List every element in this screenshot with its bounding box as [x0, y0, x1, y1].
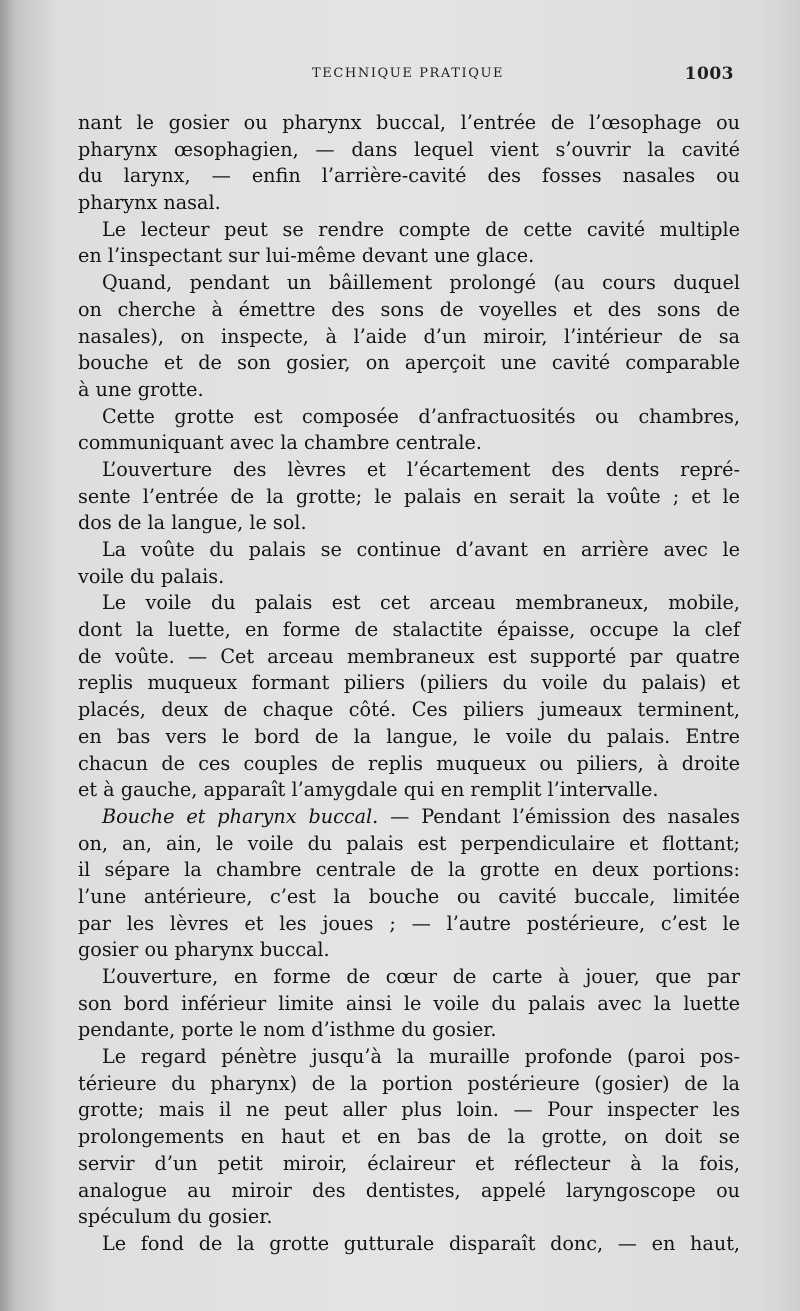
line-text: il sépare la chambre centrale de la grotte en deux portions:	[78, 858, 740, 882]
line-text: replis muqueux formant piliers (piliers du voile du palais) et	[78, 671, 740, 695]
text-line	[78, 350, 740, 377]
text-line	[78, 217, 740, 244]
line-text: pharynx nasal.	[78, 191, 221, 215]
line-text: prolongements en haut et en bas de la grotte, on doit se	[78, 1125, 740, 1149]
text-line	[78, 724, 740, 751]
text-line	[78, 190, 740, 217]
line-text: Quand, pendant un bâillement prolongé (au cours duquel	[102, 271, 740, 295]
line-text: Cette grotte est composée d’anfractuosités ou chambres,	[102, 404, 740, 428]
line-text: on, an, ain, le voile du palais est perpendiculaire et flottant;	[78, 831, 740, 855]
line-text: chacun de ces couples de replis muqueux ou piliers, à droite	[78, 751, 740, 775]
text-line	[78, 1044, 740, 1071]
line-text: nasales), on inspecte, à l’aide d’un miroir, l’intérieur de sa	[78, 324, 740, 348]
line-text: Le regard pénètre jusqu’à la muraille profonde (paroi pos-	[102, 1045, 740, 1069]
text-line	[78, 510, 740, 537]
text-line	[78, 270, 740, 297]
text-line	[78, 457, 740, 484]
italic-run: Bouche et pharynx buccal.	[102, 804, 379, 828]
text-line	[78, 1178, 740, 1205]
line-text: on cherche à émettre des sons de voyelles et des sons de	[78, 297, 740, 321]
line-text: pendante, porte le nom d’isthme du gosier.	[78, 1018, 497, 1042]
line-text: servir d’un petit miroir, éclaireur et réflecteur à la fois,	[78, 1151, 740, 1175]
text-line	[78, 377, 740, 404]
line-text: Le lecteur peut se rendre compte de cette cavité multiple	[102, 217, 740, 241]
text-line	[78, 243, 740, 270]
text-line	[78, 884, 740, 911]
line-text: voile du palais.	[78, 564, 225, 588]
line-text: de voûte. — Cet arceau membraneux est supporté par quatre	[78, 644, 740, 668]
line-text: son bord inférieur limite ainsi le voile du palais avec la luette	[78, 991, 740, 1015]
text-line	[78, 1204, 740, 1231]
text-line	[78, 430, 740, 457]
text-line	[78, 484, 740, 511]
text-line	[78, 110, 740, 137]
text-line	[78, 937, 740, 964]
line-text: Le voile du palais est cet arceau membraneux, mobile,	[102, 591, 740, 615]
line-text: placés, deux de chaque côté. Ces piliers jumeaux terminent,	[78, 698, 740, 722]
body-text	[78, 110, 740, 1258]
text-line	[78, 297, 740, 324]
line-text: analogue au miroir des dentistes, appelé laryngoscope ou	[78, 1178, 740, 1202]
text-line	[78, 1231, 740, 1258]
text-line	[78, 1124, 740, 1151]
text-line	[78, 1017, 740, 1044]
page-number: 1003	[684, 64, 734, 84]
line-text: pharynx œsophagien, — dans lequel vient s’ouvrir la cavité	[78, 137, 740, 161]
line-text: Le fond de la grotte gutturale disparaît donc, — en haut,	[102, 1231, 740, 1255]
line-text: nant le gosier ou pharynx buccal, l’entrée de l’œsophage ou	[78, 111, 740, 134]
text-line	[78, 777, 740, 804]
line-text: dont la luette, en forme de stalactite épaisse, occupe la clef	[78, 618, 740, 642]
text-line	[78, 537, 740, 564]
line-text: et à gauche, apparaît l’amygdale qui en remplit l’intervalle.	[78, 778, 659, 802]
line-text: — Pendant l’émission des nasales	[378, 804, 740, 828]
line-text: en l’inspectant sur lui-même devant une glace.	[78, 244, 535, 268]
text-line	[78, 617, 740, 644]
page-header	[78, 62, 738, 88]
line-text: du larynx, — enfin l’arrière-cavité des fosses nasales ou	[78, 164, 740, 188]
text-line	[78, 911, 740, 938]
text-line	[78, 590, 740, 617]
line-text: en bas vers le bord de la langue, le voile du palais. Entre	[78, 724, 740, 748]
text-line	[78, 1151, 740, 1178]
text-line	[78, 751, 740, 778]
text-line	[78, 564, 740, 591]
line-text: l’une antérieure, c’est la bouche ou cavité buccale, limitée	[78, 884, 740, 908]
line-text: térieure du pharynx) de la portion postérieure (gosier) de la	[78, 1071, 740, 1095]
text-line	[78, 644, 740, 671]
text-line	[78, 670, 740, 697]
line-text: communiquant avec la chambre centrale.	[78, 431, 482, 455]
text-line	[78, 137, 740, 164]
line-text: gosier ou pharynx buccal.	[78, 938, 330, 962]
line-text: sente l’entrée de la grotte; le palais en serait la voûte ; et le	[78, 484, 740, 508]
line-text: La voûte du palais se continue d’avant en arrière avec le	[102, 538, 740, 561]
line-text: par les lèvres et les joues ; — l’autre postérieure, c’est le	[78, 911, 740, 935]
line-text: dos de la langue, le sol.	[78, 511, 307, 535]
text-line	[78, 857, 740, 884]
line-text: grotte; mais il ne peut aller plus loin. — Pour inspecter les	[78, 1098, 740, 1122]
text-line	[78, 404, 740, 431]
text-line	[78, 163, 740, 190]
text-line	[78, 324, 740, 351]
line-text: spéculum du gosier.	[78, 1205, 273, 1229]
line-text: L’ouverture, en forme de cœur de carte à jouer, que par	[102, 965, 740, 988]
text-line	[78, 1097, 740, 1124]
running-title: TECHNIQUE PRATIQUE	[312, 66, 505, 81]
text-line	[78, 697, 740, 724]
text-line	[78, 1071, 740, 1098]
line-text: bouche et de son gosier, on aperçoit une cavité comparable	[78, 351, 740, 375]
text-line	[78, 964, 740, 991]
text-line	[78, 831, 740, 858]
text-line	[78, 804, 740, 831]
text-line	[78, 991, 740, 1018]
line-text: L’ouverture des lèvres et l’écartement des dents repré-	[102, 457, 740, 481]
line-text: à une grotte.	[78, 377, 204, 401]
